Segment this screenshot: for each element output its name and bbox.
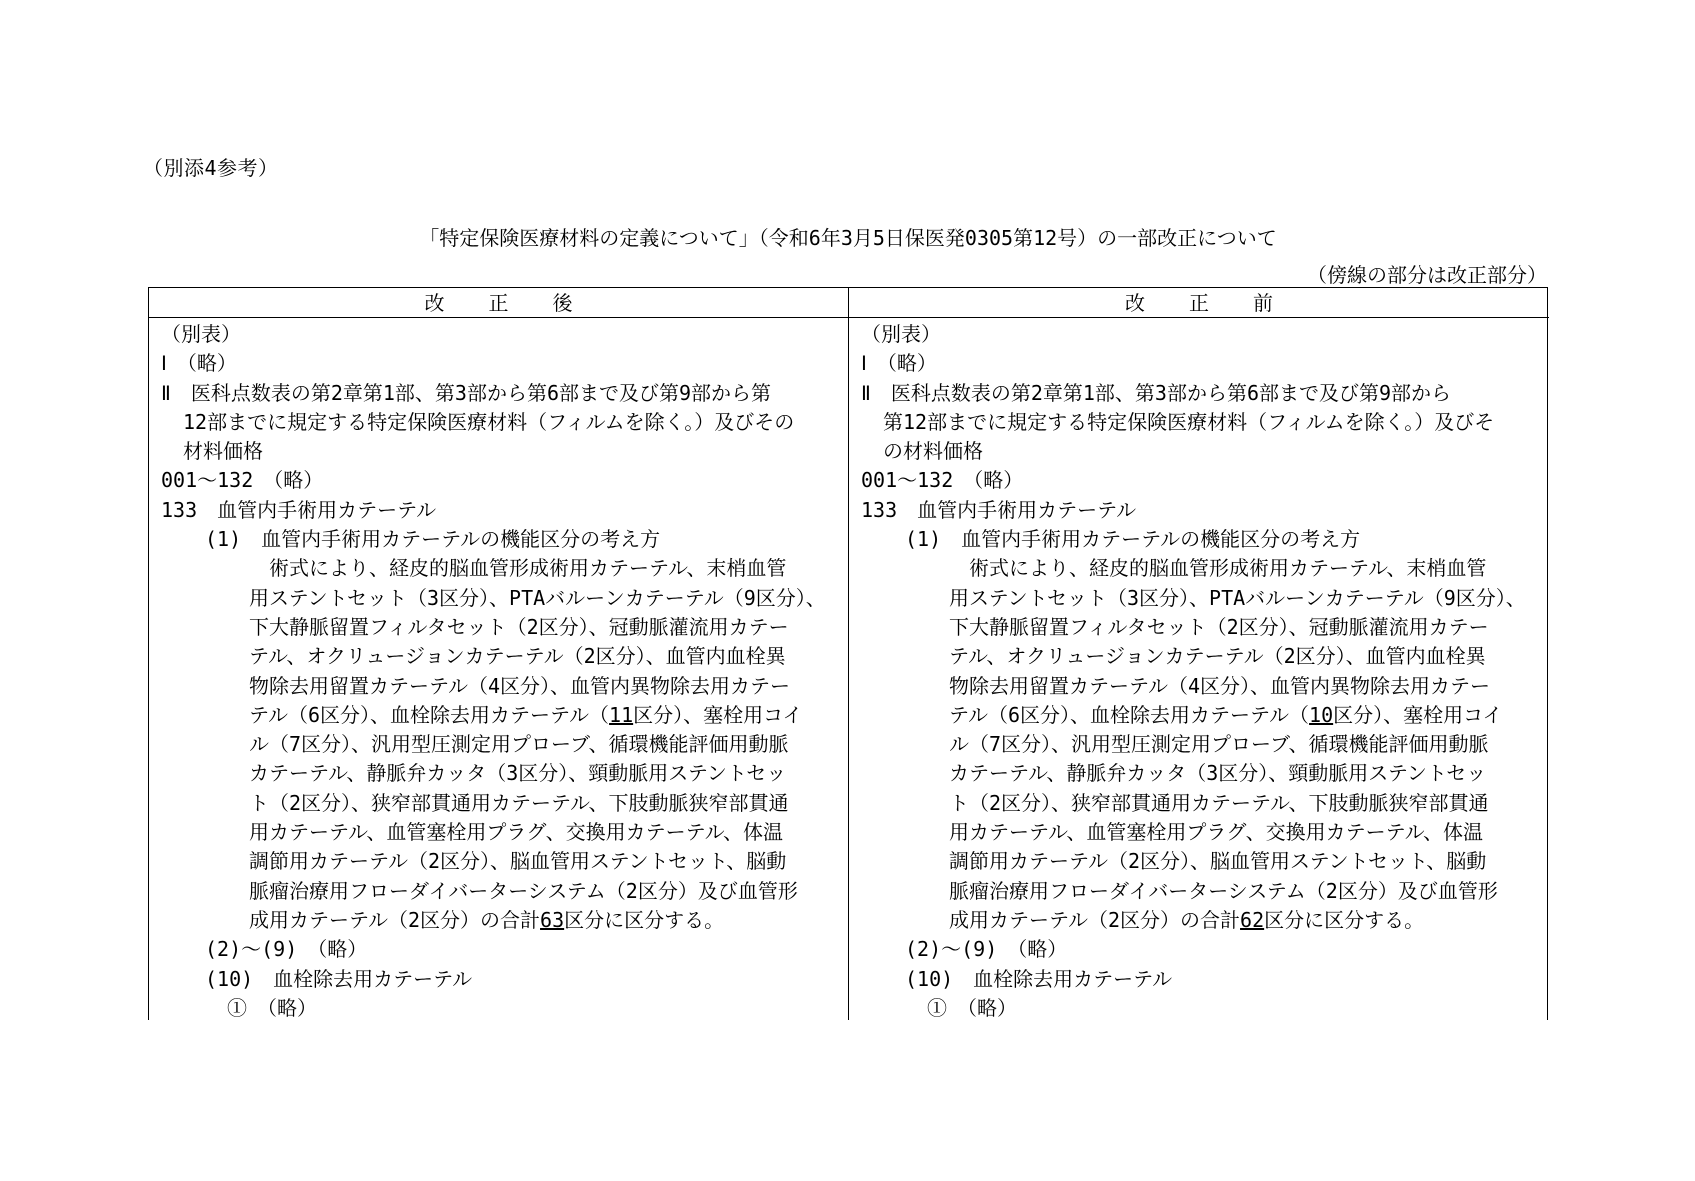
revised-value: 11	[609, 702, 634, 727]
paragraph-line: 用ステントセット（3区分）、PTAバルーンカテーテル（9区分）、	[949, 585, 1526, 610]
revised-total: 63	[540, 907, 565, 932]
text-line: 材料価格	[183, 439, 263, 464]
comparison-table	[148, 287, 1548, 1020]
paragraph-text: 区分）、塞栓用コイ	[1333, 702, 1503, 727]
paragraph-line: ル（7区分）、汎用型圧測定用プローブ、循環機能評価用動脈	[249, 732, 789, 757]
paragraph-line	[861, 554, 1539, 583]
paragraph-text: 区分）、塞栓用コイ	[633, 702, 803, 727]
text-line: 第12部までに規定する特定保険医療材料（フィルムを除く。）及びそ	[883, 409, 1495, 434]
text-line: (1) 血管内手術用カテーテルの機能区分の考え方	[905, 527, 1361, 552]
column-body-before	[849, 318, 1549, 1023]
text-line: (2)～(9) （略）	[905, 937, 1068, 962]
column-heading-after: 改正後	[149, 288, 848, 318]
paragraph-line	[161, 906, 838, 935]
paragraph-line: 下大静脈留置フィルタセット（2区分）、冠動脈灌流用カテー	[949, 614, 1489, 639]
paragraph-line	[161, 554, 838, 583]
text-line: (10) 血栓除去用カテーテル	[205, 966, 473, 991]
paragraph-line: 脈瘤治療用フローダイバーターシステム（2区分）及び血管形	[949, 878, 1498, 903]
paragraph-text: テル（6区分）、血栓除去用カテーテル（	[949, 702, 1310, 727]
paragraph-line: 調節用カテーテル（2区分）、脳血管用ステントセット、脳動	[949, 849, 1487, 874]
text-line: （別表）	[861, 322, 941, 346]
text-line: ① （略）	[227, 995, 317, 1020]
paragraph-line	[861, 701, 1539, 730]
paragraph-line	[861, 906, 1539, 935]
text-line: 133 血管内手術用カテーテル	[161, 497, 437, 522]
text-line: Ⅰ （略）	[861, 351, 937, 376]
paragraph-line: 用カテーテル、血管塞栓用プラグ、交換用カテーテル、体温	[249, 820, 783, 845]
attachment-label: （別添4参考）	[143, 156, 279, 180]
text-line: 001～132 （略）	[161, 468, 324, 493]
text-line: (2)～(9) （略）	[205, 937, 368, 962]
document-title: 「特定保険医療材料の定義について」（令和6年3月5日保医発0305第12号）の一部改正について	[419, 226, 1277, 250]
paragraph-line: カテーテル、静脈弁カッタ（3区分）、頸動脈用ステントセッ	[249, 761, 787, 786]
column-after-revision	[149, 288, 849, 1020]
column-before-revision	[849, 288, 1549, 1020]
paragraph-line: カテーテル、静脈弁カッタ（3区分）、頸動脈用ステントセッ	[949, 761, 1487, 786]
paragraph-text: 術式により、経皮的脳血管形成術用カテーテル、末梢血管	[969, 556, 1487, 581]
text-line: 133 血管内手術用カテーテル	[861, 497, 1137, 522]
paragraph-text: テル（6区分）、血栓除去用カテーテル（	[249, 702, 610, 727]
original-value: 10	[1309, 702, 1334, 727]
paragraph-line: 用カテーテル、血管塞栓用プラグ、交換用カテーテル、体温	[949, 820, 1483, 845]
text-line: Ⅱ 医科点数表の第2章第1部、第3部から第6部まで及び第9部から	[861, 380, 1452, 405]
paragraph-text: 術式により、経皮的脳血管形成術用カテーテル、末梢血管	[269, 556, 787, 581]
paragraph-line: 脈瘤治療用フローダイバーターシステム（2区分）及び血管形	[249, 878, 798, 903]
text-line: (1) 血管内手術用カテーテルの機能区分の考え方	[205, 527, 661, 552]
paragraph-text: 成用カテーテル（2区分）の合計	[949, 907, 1241, 932]
text-line: 001～132 （略）	[861, 468, 1024, 493]
text-line: Ⅱ 医科点数表の第2章第1部、第3部から第6部まで及び第9部から第	[161, 380, 772, 405]
paragraph-text: 区分に区分する。	[564, 907, 725, 932]
text-line: (10) 血栓除去用カテーテル	[905, 966, 1173, 991]
column-body-after	[149, 318, 848, 1023]
text-line: Ⅰ （略）	[161, 351, 237, 376]
paragraph-text: 成用カテーテル（2区分）の合計	[249, 907, 541, 932]
text-line: ① （略）	[927, 995, 1017, 1020]
paragraph-line: 物除去用留置カテーテル（4区分）、血管内異物除去用カテー	[249, 673, 791, 698]
text-line: 12部までに規定する特定保険医療材料（フィルムを除く。）及びその	[183, 409, 795, 434]
paragraph-line: ト（2区分）、狭窄部貫通用カテーテル、下肢動脈狭窄部貫通	[249, 790, 789, 815]
paragraph-line: 用ステントセット（3区分）、PTAバルーンカテーテル（9区分）、	[249, 585, 826, 610]
paragraph-line: 調節用カテーテル（2区分）、脳血管用ステントセット、脳動	[249, 849, 787, 874]
paragraph-text: 区分に区分する。	[1264, 907, 1425, 932]
paragraph-line	[161, 701, 838, 730]
paragraph-line: テル、オクリュージョンカテーテル（2区分）、血管内血栓異	[949, 644, 1486, 669]
text-line: （別表）	[161, 322, 241, 346]
text-line: の材料価格	[883, 439, 983, 464]
paragraph-line: 下大静脈留置フィルタセット（2区分）、冠動脈灌流用カテー	[249, 614, 789, 639]
revision-note: （傍線の部分は改正部分）	[1307, 263, 1547, 287]
paragraph-line: テル、オクリュージョンカテーテル（2区分）、血管内血栓異	[249, 644, 786, 669]
paragraph-line: ト（2区分）、狭窄部貫通用カテーテル、下肢動脈狭窄部貫通	[949, 790, 1489, 815]
paragraph-line: ル（7区分）、汎用型圧測定用プローブ、循環機能評価用動脈	[949, 732, 1489, 757]
column-heading-before: 改正前	[849, 288, 1549, 318]
paragraph-line: 物除去用留置カテーテル（4区分）、血管内異物除去用カテー	[949, 673, 1491, 698]
original-total: 62	[1240, 907, 1265, 932]
